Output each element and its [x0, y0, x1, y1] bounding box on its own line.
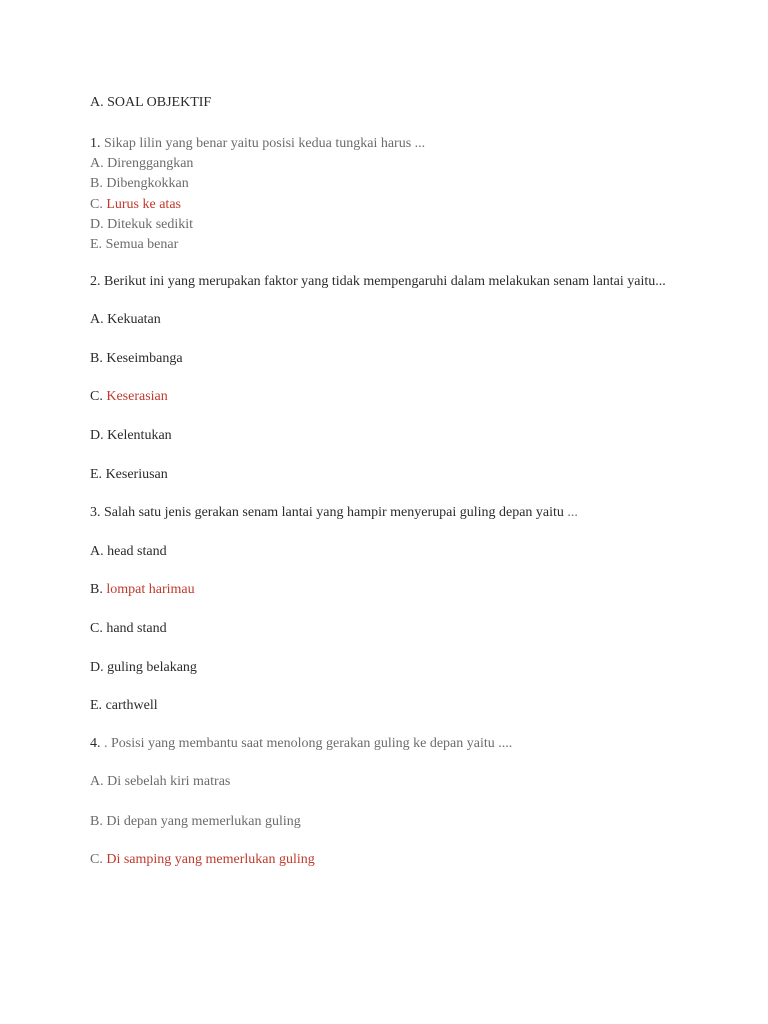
- q4-option-c-answer: C. Di samping yang memerlukan guling: [90, 852, 315, 868]
- q3-option-a: A. head stand: [90, 543, 167, 559]
- q2-option-e: E. Keseriusan: [90, 466, 168, 482]
- section-title: A. SOAL OBJEKTIF: [90, 95, 212, 110]
- question-4: [90, 734, 710, 754]
- q3-option-c: C. hand stand: [90, 620, 167, 636]
- q1-option-e: E. Semua benar: [90, 237, 179, 253]
- q2-option-c-answer: C. Keserasian: [90, 389, 168, 405]
- question-4-text: . Posisi yang membantu saat menolong gerakan guling ke depan yaitu ....: [100, 736, 513, 752]
- question-4-number: 4.: [90, 736, 101, 752]
- q3-option-b-answer: B. lompat harimau: [90, 582, 195, 598]
- q3-option-e: E. carthwell: [90, 698, 158, 714]
- q3-option-d: D. guling belakang: [90, 659, 197, 675]
- question-1-number: 1.: [90, 136, 101, 151]
- q2-option-d: D. Kelentukan: [90, 428, 172, 444]
- q1-option-c-answer: C. Lurus ke atas: [90, 196, 181, 212]
- q1-option-d: D. Ditekuk sedikit: [90, 216, 194, 232]
- q4-option-a: A. Di sebelah kiri matras: [90, 774, 231, 790]
- q2-option-b: B. Keseimbanga: [90, 350, 183, 366]
- question-1: [90, 134, 710, 154]
- q1-option-b: B. Dibengkokkan: [90, 176, 189, 192]
- question-3: [90, 503, 710, 523]
- document-page: [90, 94, 710, 870]
- question-3-text: 3. Salah satu jenis gerakan senam lantai yang hampir menyerupai guling depan yaitu: [90, 504, 564, 520]
- q2-option-a: A. Kekuatan: [90, 312, 161, 328]
- q4-option-b: B. Di depan yang memerlukan guling: [90, 813, 301, 829]
- q1-option-a: A. Direnggangkan: [90, 156, 194, 171]
- question-1-text: Sikap lilin yang benar yaitu posisi kedua tungkai harus ...: [100, 136, 426, 151]
- question-2-text: 2. Berikut ini yang merupakan faktor yang tidak mempengaruhi dalam melakukan senam lantai yaitu...: [90, 274, 666, 290]
- question-3-dots: ...: [563, 504, 578, 520]
